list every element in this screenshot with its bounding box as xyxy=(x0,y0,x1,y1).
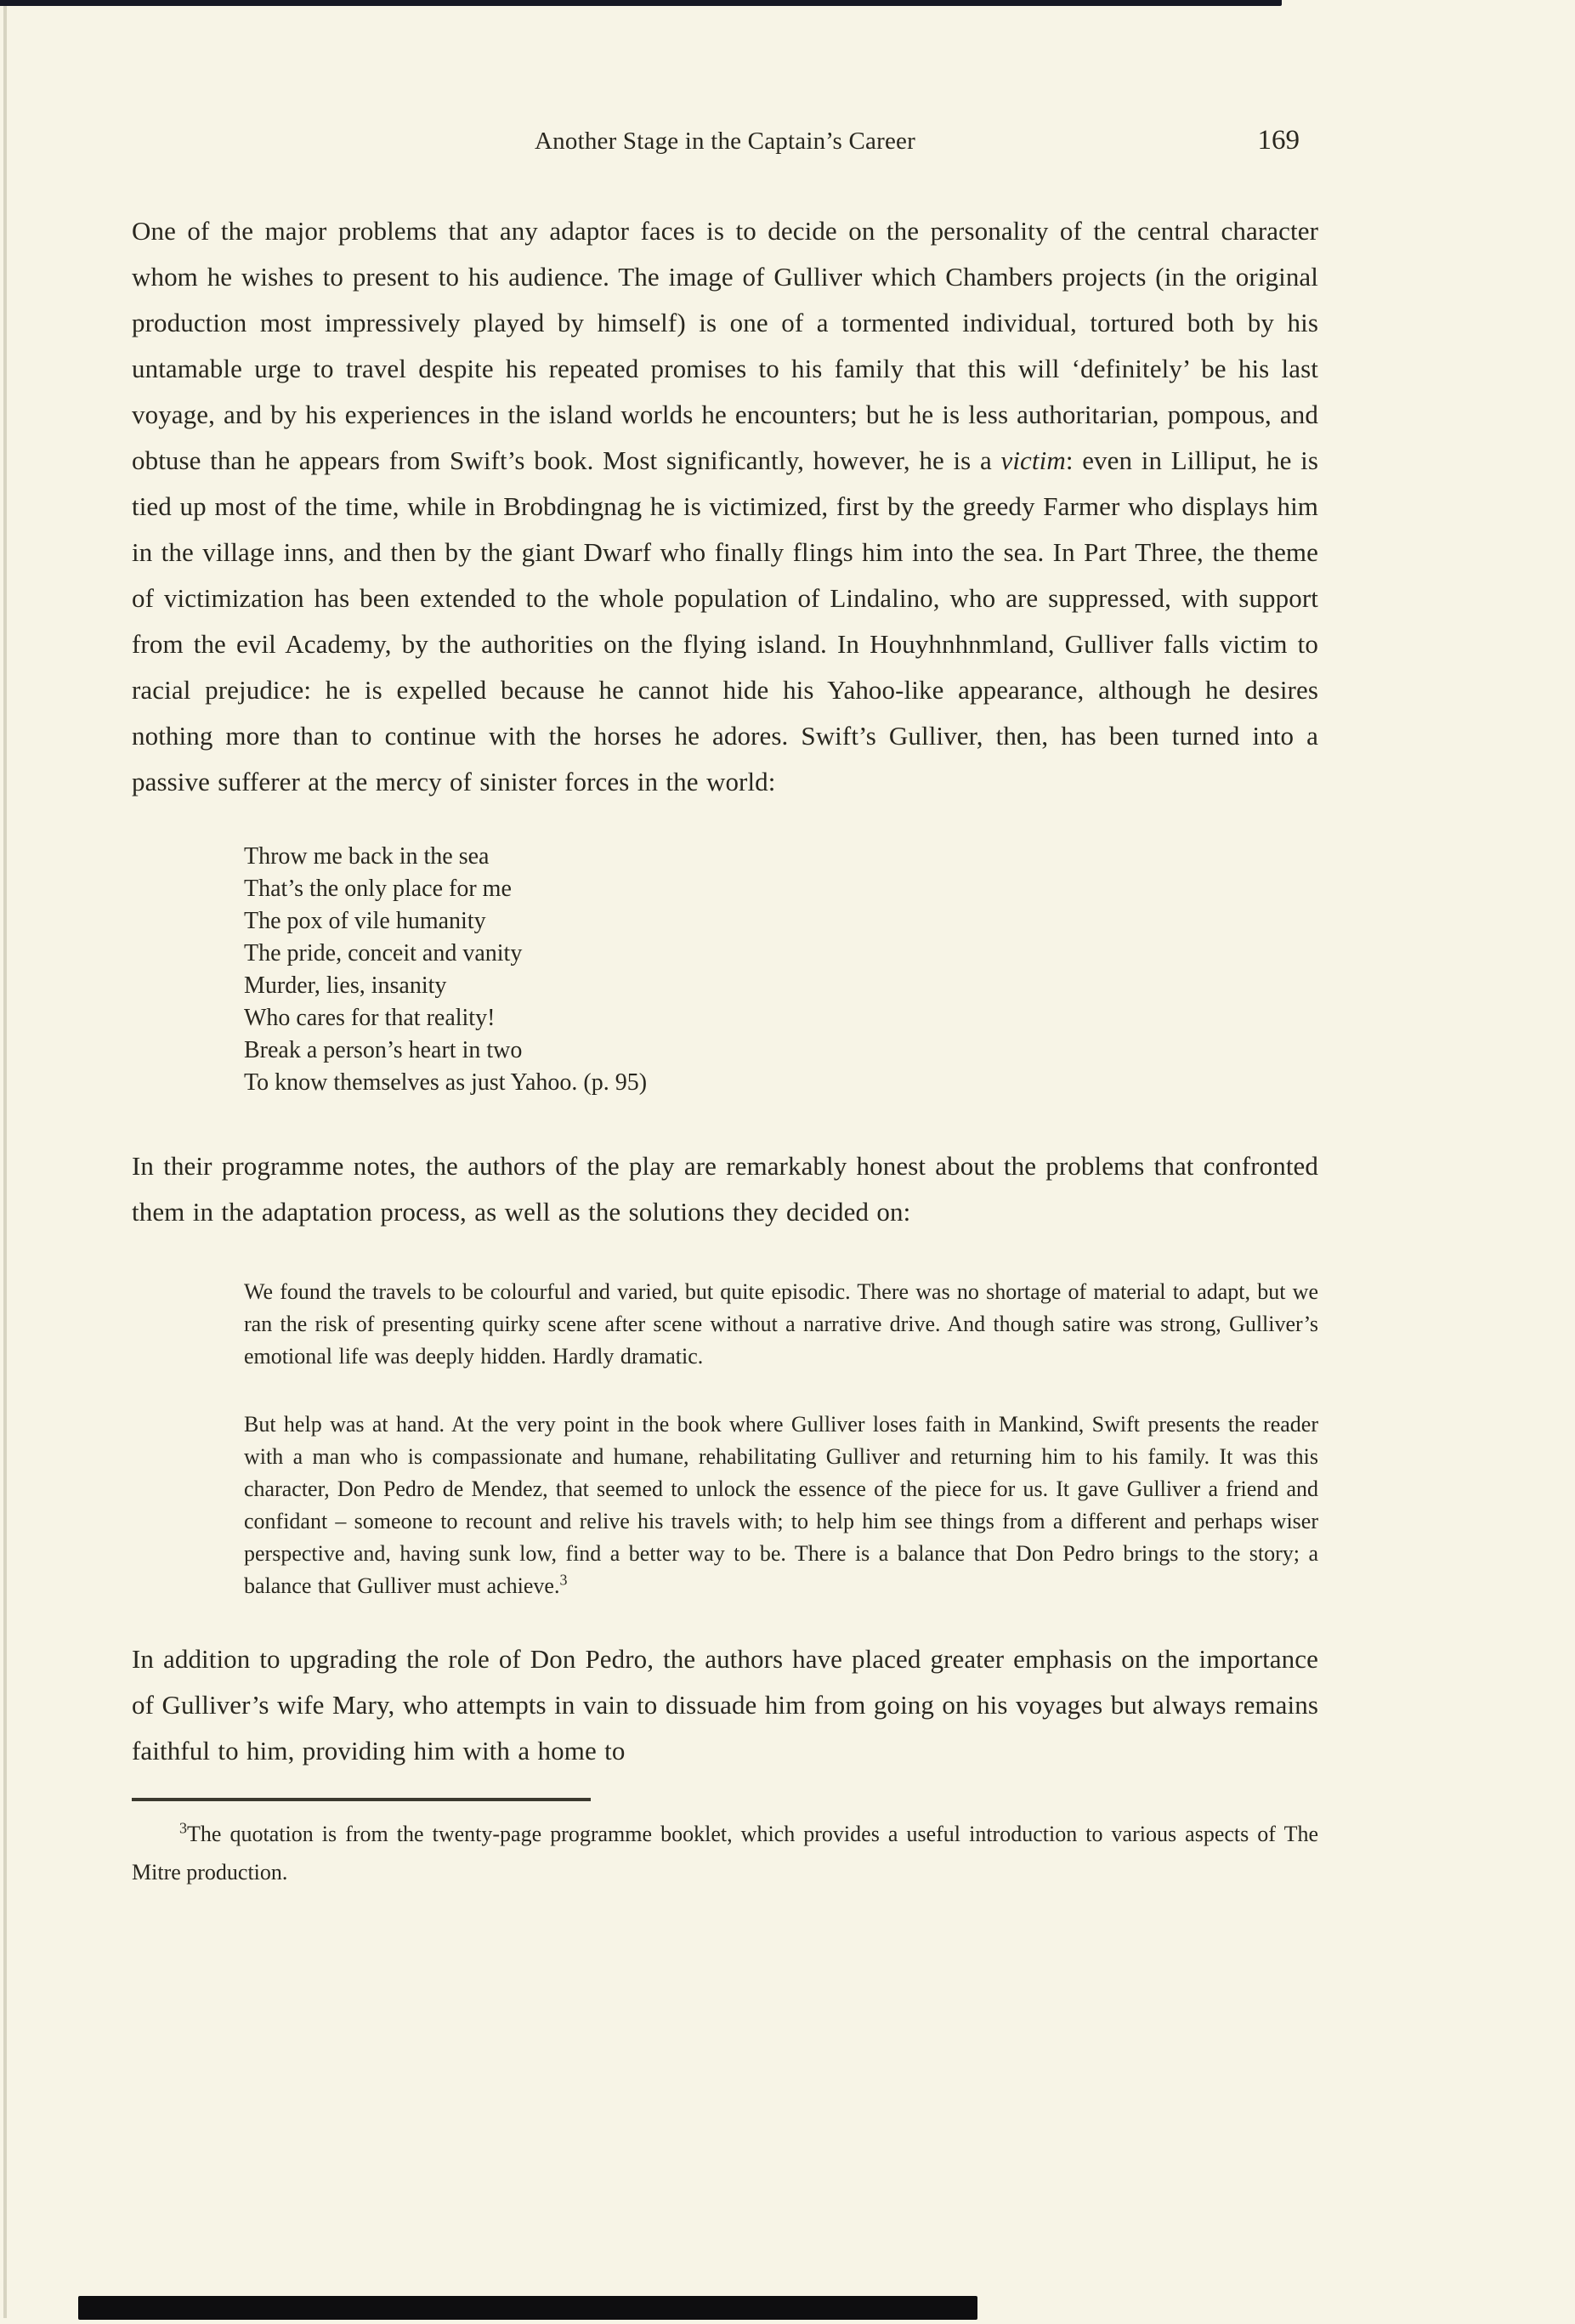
poem-quotation xyxy=(244,841,1318,1099)
footnote-divider-rule xyxy=(132,1798,591,1801)
paragraph-main-text-after: : even in Lilliput, he is tied up most of the time, while in Brobdingnag he is victimized, first by the greedy Farmer who displays him in the village inns, and then by the giant Dwarf who finally flings him into the sea. In Part Three, the theme of victimization has been extended to the whole population of Lindalino, who are suppressed, with support from the evil Academy, by the authorities on the flying island. In Houyhnhnmland, Gulliver falls victim to racial prejudice: he is expelled because he cannot hide his Yahoo-like appearance, although he desires nothing more than to continue with the horses he adores. Swift’s Gulliver, then, has been turned into a passive sufferer at the mercy of sinister forces in the world: xyxy=(132,445,1319,796)
scan-artifact-bottom-strip xyxy=(78,2296,977,2320)
running-header xyxy=(132,125,1318,163)
poem-line: Murder, lies, insanity xyxy=(244,972,447,999)
footnote-marker: 3 xyxy=(179,1819,187,1837)
poem-line: Who cares for that reality! xyxy=(244,1005,496,1031)
poem-line: The pride, conceit and vanity xyxy=(244,940,523,966)
paragraph-main-italic-word: victim xyxy=(1000,445,1066,475)
footnote xyxy=(132,1815,1318,1891)
footnote-reference-marker: 3 xyxy=(559,1571,568,1589)
blockquote-don-pedro-text: But help was at hand. At the very point in the book where Gulliver loses faith in Mankind, Swift presents the reader with a man who is compassionate and humane, rehabilitating Gulliver and returning him to his family. It was this character, Don Pedro de Mendez, that seemed to unlock the essence of the piece for us. It gave Gulliver a friend and confidant – someone to recount and relive his travels with; to help him see things from a different and perhaps wiser perspective and, having sunk low, find a better way to be. There is a balance that Don Pedro brings to the story; a balance that Gulliver must achieve. xyxy=(244,1412,1318,1598)
scan-artifact-left-edge-line xyxy=(3,6,7,2318)
poem-line: That’s the only place for me xyxy=(244,876,512,902)
footnote-text: The quotation is from the twenty-page programme booklet, which provides a useful introduction to various aspects of The Mitre production. xyxy=(132,1822,1318,1885)
blockquote-travels: We found the travels to be colourful and varied, but quite episodic. There was no shortage of material to adapt, but we ran the risk of presenting quirky scene after scene without a narrative drive. And though satire was strong, Gulliver’s emotional life was deeply hidden. Hardly dramatic. xyxy=(244,1279,1318,1369)
poem-line: The pox of vile humanity xyxy=(244,908,486,934)
paragraph-programme-notes: In their programme notes, the authors of the play are remarkably honest about the problems that confronted them in the adaptation process, as well as the solutions they decided on: xyxy=(132,1151,1318,1227)
running-header-title: Another Stage in the Captain’s Career xyxy=(535,128,915,155)
paragraph-main-text-before: One of the major problems that any adaptor faces is to decide on the personality of the central character whom he wishes to present to his audience. The image of Gulliver which Chambers projects (in the original production most impressively played by himself) is one of a tormented individual, tortured both by his untamable urge to travel despite his repeated promises to his family that this will ‘definitely’ be his last voyage, and by his experiences in the island worlds he encounters; but he is less authoritarian, pompous, and obtuse than he appears from Swift’s book. Most significantly, however, he is a xyxy=(132,216,1318,475)
poem-line: Throw me back in the sea xyxy=(244,843,490,870)
page-content xyxy=(132,125,1319,1891)
blockquote-don-pedro xyxy=(244,1409,1318,1602)
poem-line: Break a person’s heart in two xyxy=(244,1037,523,1063)
scan-artifact-top-strip xyxy=(0,0,1282,6)
page-number: 169 xyxy=(1257,125,1300,156)
poem-line: To know themselves as just Yahoo. (p. 95) xyxy=(244,1069,648,1096)
paragraph-mary: In addition to upgrading the role of Don Pedro, the authors have placed greater emphasis on the importance of Gulliver’s wife Mary, who attempts in vain to dissuade him from going on his voyages but always remains faithful to him, providing him with a home to xyxy=(132,1644,1318,1766)
paragraph-main xyxy=(132,208,1318,805)
